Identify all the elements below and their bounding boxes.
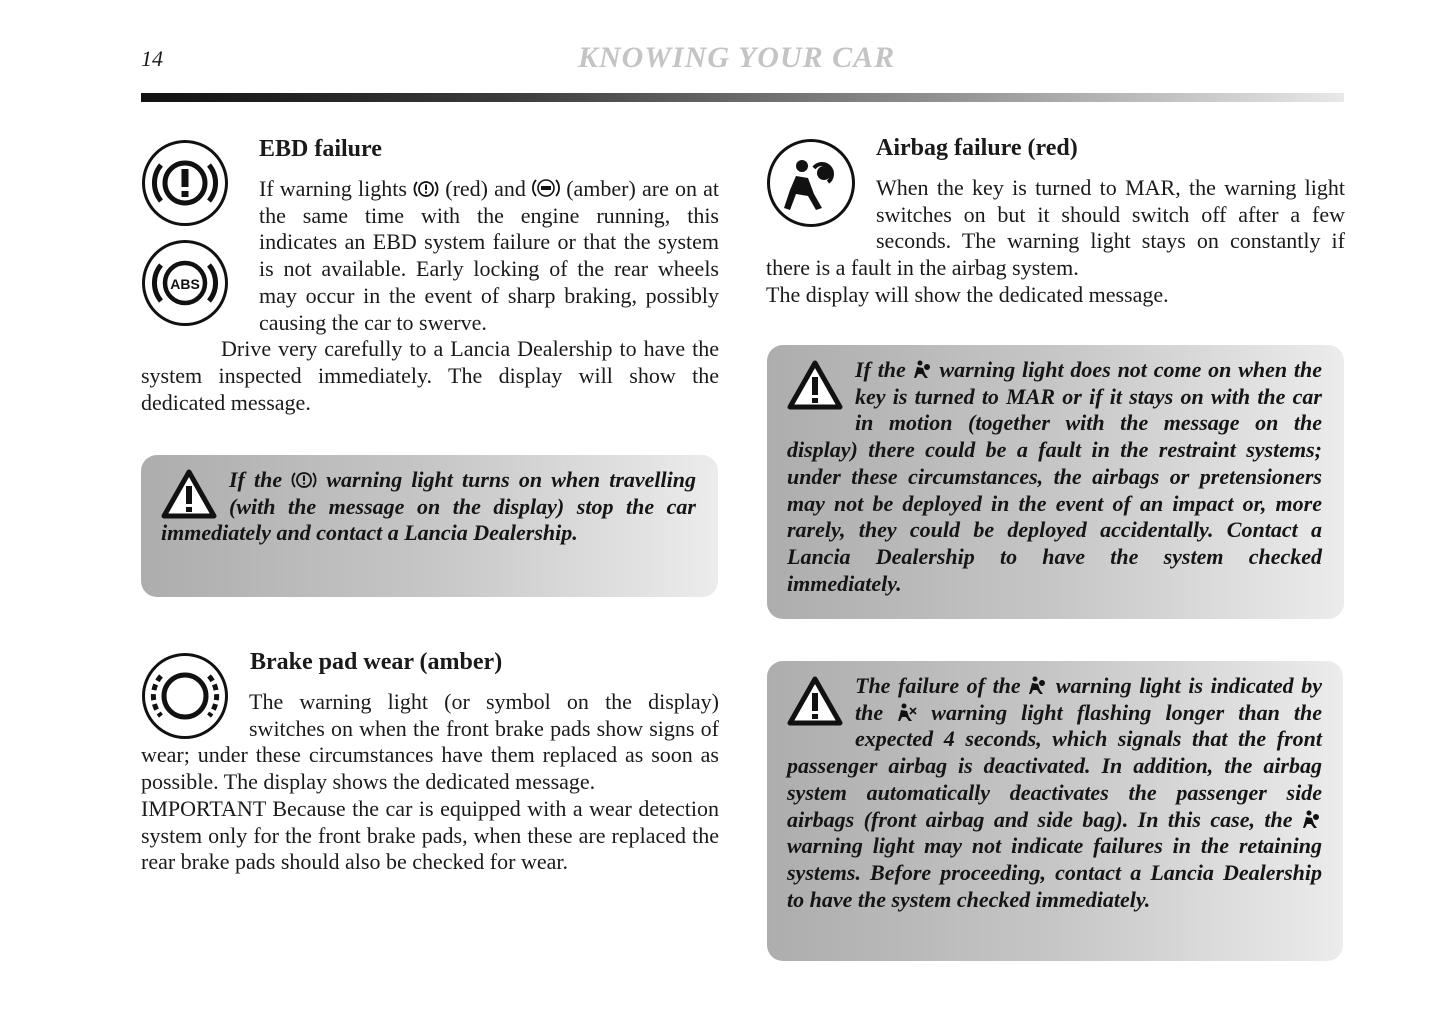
header-rule [141,93,1344,102]
brake-pad-text-1: The warning light (or symbol on the display) switches on when the front brake pads show signs of wear; under these circumstances have them replaced as soon as possible. The display shows the dedicated message. [141,689,719,795]
airbag-note-1-post: warning light does not come on when the key is turned to MAR or if it stays on with the car in motion (together with the message on the display) there could be a fault in the restraint systems; under these circumstances, the airbags or pretensioners may not be deployed in the event of an impact or, more rarely, they could be deployed accidentally. Contact a Lancia Dealership to have the system checked immediately. [787,357,1323,596]
airbag-note-2-part-1: The failure of the [855,673,1021,698]
airbag-inline-icon [913,357,933,382]
airbag-note-2-text [787,673,1322,913]
running-title: KNOWING YOUR CAR [578,41,896,74]
ebd-heading: EBD failure [259,136,382,162]
brake-pad-text-2: IMPORTANT Because the car is equipped with a wear detection system only for the front brake pads, when these are replaced the rear brake pads should also be checked for wear. [141,795,719,875]
ebd-icon-spacer [141,176,259,336]
ebd-text-1: If warning lights [259,176,407,201]
airbag-warning-note-1 [767,345,1344,619]
passenger-airbag-off-inline-icon [897,700,917,725]
ebd-note-pre: If the [229,467,283,492]
airbag-text [766,175,1345,309]
airbag-note-2-part-4: warning light may not indicate failures in the retaining systems. Before proceeding, contact a Lancia Dealership to have the system checked immediately. [787,833,1322,912]
airbag-inline-icon [1028,673,1048,698]
airbag-note-1-text [787,357,1322,597]
brake-inline-icon [291,467,317,492]
airbag-text-1: When the key is turned to MAR, the warning light switches on but it should switch off after a few seconds. The warning light stays on constantly if there is a fault in the airbag system. [766,175,1345,281]
ebd-warning-note [141,455,718,597]
ebd-note-text [161,467,696,547]
brake-inline-icon [413,176,439,201]
ebd-text-4: Drive very carefully to a Lancia Dealership to have the system inspected immediately. The display will show the dedicated message. [141,336,719,415]
airbag-text-2: The display will show the dedicated message. [766,281,1169,307]
brake-pad-text [141,689,719,876]
airbag-note-2-part-3: warning light flashing longer than the expected 4 seconds, which signals that the front passenger airbag is deactivated. In addition, the airbag system automatically deactivates the passenger side airbags (front airbag and side bag). In this case, the [787,699,1323,832]
abs-inline-icon [532,176,560,201]
airbag-heading: Airbag failure (red) [876,135,1078,161]
ebd-text-2: (red) and [445,176,526,201]
brake-pad-heading: Brake pad wear (amber) [250,649,503,675]
ebd-note-post: warning light turns on when travelling (with the message on the display) stop the car immediately and contact a Lancia Dealership. [161,467,696,546]
page-number: 14 [141,46,163,71]
airbag-inline-icon [1302,807,1322,832]
airbag-note-2-part-2: warning light is indicated by the [855,673,1322,725]
ebd-text-3: (amber) are on at the same time with the engine running, this indicates an EBD system failure or that the system is not available. Early locking of the rear wheels may occur in the event of sharp braking, possibly causing the car to swerve. [259,176,720,335]
abs-icon-label: ABS [170,276,200,292]
airbag-note-1-pre: If the [855,357,906,382]
airbag-warning-note-2 [767,661,1343,961]
ebd-text [141,176,719,416]
